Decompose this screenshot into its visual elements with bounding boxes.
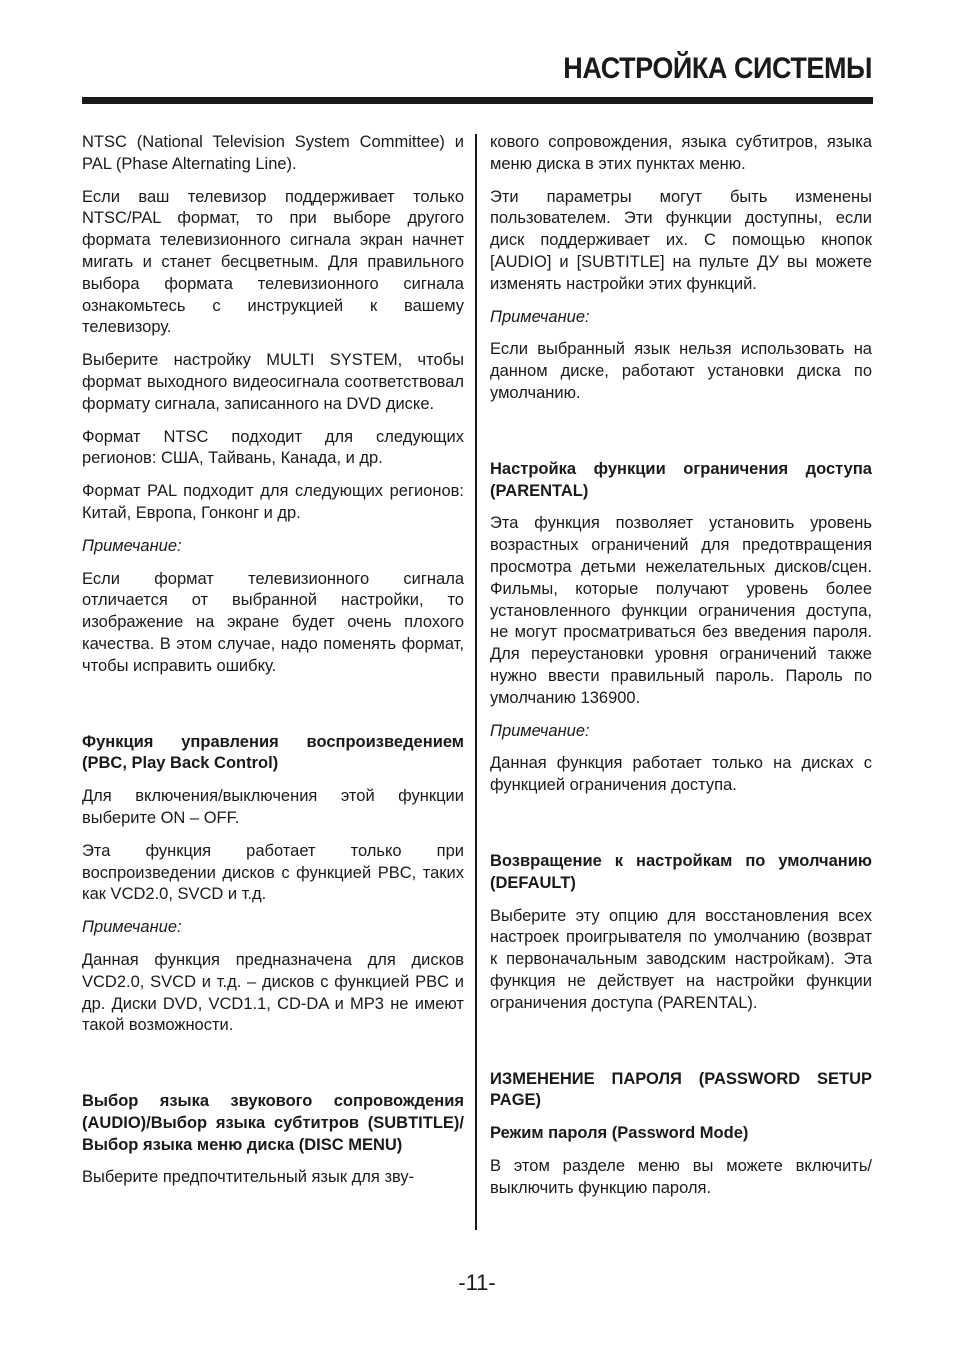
paragraph-password-mode: В этом разделе меню вы можете включить/выключить функцию пароля. — [490, 1156, 872, 1197]
paragraph-user-params: Эти параметры могут быть изменены пользователем. Эти функции доступны, если диск поддерживает их. С помощью кнопок [AUDIO] и [SUBTITLE] на пульте ДУ вы можете изменять настройки этих функций. — [490, 187, 872, 293]
section-heading-pbc: Функция управления воспроизведением (PBC, Play Back Control) — [82, 732, 464, 773]
note-text: Если выбранный язык нельзя использовать на данном диске, работают установки диска по умолчанию. — [490, 340, 872, 402]
page-number: -11- — [458, 1270, 496, 1295]
left-column — [82, 132, 464, 1200]
section-heading-password: ИЗМЕНЕНИЕ ПАРОЛЯ (PASSWORD SETUP PAGE) — [490, 1069, 872, 1110]
note-text: Данная функция работает только на дисках с функцией ограничения доступа. — [490, 754, 872, 795]
paragraph-language-continued: кового сопровождения, языка субтитров, языка меню диска в этих пунктах меню. — [490, 133, 872, 173]
paragraph-multi-system: Выберите настройку MULTI SYSTEM, чтобы формат выходного видеосигнала соответствовал формату сигнала, записанного на DVD диске. — [82, 351, 464, 413]
paragraph-pal-regions: Формат PAL подходит для следующих регионов: Китай, Европа, Гонконг и др. — [82, 482, 464, 522]
page-title: НАСТРОЙКА СИСТЕМЫ — [563, 52, 872, 85]
paragraph-pbc-toggle: Для включения/выключения этой функции выберите ON – OFF. — [82, 787, 464, 827]
note-label: Примечание: — [82, 918, 182, 937]
section-heading-default: Возвращение к настройкам по умолчанию (DEFAULT) — [490, 851, 872, 892]
paragraph-default: Выберите эту опцию для восстановления всех настроек проигрывателя по умолчанию (возврат к первоначальным заводским настройкам). Эта функция не действует на настройки функции ограничения доступа (PARENTAL). — [490, 906, 872, 1012]
paragraph-ntsc-pal-def: NTSC (National Television System Committee) и PAL (Phase Alternating Line). — [82, 133, 464, 173]
column-divider — [475, 134, 477, 1230]
section-heading-parental: Настройка функции ограничения доступа (PARENTAL) — [490, 459, 872, 500]
paragraph-parental: Эта функция позволяет установить уровень возрастных ограничений для предотвращения просмотра детьми нежелательных дисков/сцен. Фильмы, которые получают уровень более установленного функции ограничения доступа, не могут просматриваться без введения пароля. Для переустановки уровня ограничений также нужно ввести правильный пароль. Пароль по умолчанию 136900. — [490, 514, 872, 707]
note-text: Данная функция предназначена для дисков VCD2.0, SVCD и т.д. – дисков с функцией PBC и др. Диски DVD, VCD1.1, CD-DA и MP3 не имеют такой возможности. — [82, 950, 464, 1035]
right-column — [490, 132, 872, 1210]
paragraph-tv-support: Если ваш телевизор поддерживает только NTSC/PAL формат, то при выборе другого формата телевизионного сигнала экран начнет мигать и станет бесцветным. Для правильного выбора формата телевизионного сигнала ознакомьтесь с инструкцией к вашему телевизору. — [82, 187, 464, 337]
subheading-password-mode: Режим пароля (Password Mode) — [490, 1124, 749, 1143]
header-rule — [82, 97, 873, 104]
paragraph-ntsc-regions: Формат NTSC подходит для следующих регионов: США, Тайвань, Канада, и др. — [82, 427, 464, 468]
note-label: Примечание: — [490, 307, 590, 326]
note-label: Примечание: — [490, 721, 590, 740]
paragraph-pbc-discs: Эта функция работает только при воспроизведении дисков с функцией PBC, таких как VCD2.0, SVCD и т.д. — [82, 841, 464, 904]
section-heading-language: Выбор языка звукового сопровождения (AUDIO)/Выбор языка субтитров (SUBTITLE)/Выбор языка меню диска (DISC MENU) — [82, 1092, 464, 1154]
note-label: Примечание: — [82, 536, 182, 555]
note-text: Если формат телевизионного сигнала отличается от выбранной настройки, то изображение на экране будет очень плохого качества. В этом случае, надо поменять формат, чтобы исправить ошибку. — [82, 569, 464, 675]
paragraph-language-select: Выберите предпочтительный язык для зву- — [82, 1168, 415, 1187]
